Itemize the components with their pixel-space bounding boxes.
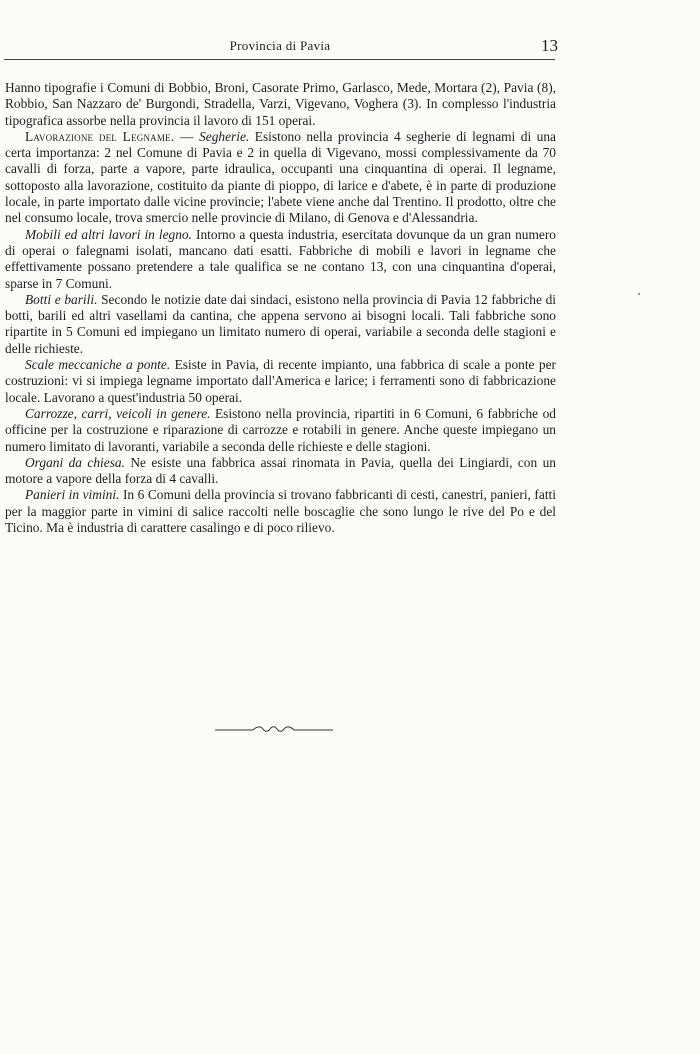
paragraph-mobili — [5, 227, 556, 292]
paragraph-lead: Botti e barili. — [25, 291, 98, 307]
paragraph-lead: Carrozze, carri, veicoli in genere. — [25, 405, 211, 421]
paragraph-carrozze — [5, 406, 556, 455]
paragraph-text: Secondo le notizie date dai sindaci, esistono nella provincia di Pavia 12 fabbriche di botti, barili ed altri vasellami da cantina, che appena servono ai bisogni locali. Tali fabbriche sono ripartite in 5 Comuni ed impiegano un limitato numero di operai, variabile a seconda delle stagioni e delle richieste. — [5, 291, 556, 356]
paragraph-lead: Segherie. — [199, 128, 250, 144]
paragraph-text: In 6 Comuni della provincia si trovano fabbricanti di cesti, canestri, panieri, fatti per la maggior parte in vimini di salice raccolti nelle boscaglie che sono lungo le rive del Po e del Ticino. Ma è industria di carattere casalingo e di poco rilievo. — [5, 487, 556, 536]
paragraph-lead: Scale meccaniche a ponte. — [25, 357, 171, 373]
paragraph-botti — [5, 292, 556, 357]
paragraph-text: Intorno a questa industria, esercitata dovunque da un gran numero di operai o falegnami isolati, mancano dati esatti. Fabbriche di mobili e lavori in legname che effettivamente possano pretendere a tale qualifica se ne contano 13, con una cinquantina d'operai, sparse in 7 Comuni. — [5, 226, 556, 291]
paragraph-scale — [5, 357, 556, 406]
paragraph-lead: Panieri in vimini. — [25, 487, 120, 503]
paper-speck — [638, 293, 640, 295]
paragraph-text: Ne esiste una fabbrica assai rinomata in Pavia, quella dei Lingiardi, con un motore a vapore della forza di 4 cavalli. — [5, 454, 556, 487]
paragraph-lead: Mobili ed altri lavori in legno. — [25, 226, 192, 242]
paragraph-text: Esistono nella provincia, ripartiti in 6 Comuni, 6 fabbriche od officine per la costruzione e riparazione di carrozze e rotabili in genere. Anche queste impiegano un numero limitato di lavoranti, variabile a seconda delle richieste e delle stagioni. — [5, 405, 556, 454]
page-header — [0, 36, 700, 60]
paragraph-segherie — [5, 129, 556, 227]
running-head: Provincia di Pavia — [229, 38, 331, 53]
paragraph-text: Esiste in Pavia, di recente impianto, una fabbrica di scale a ponte per costruzioni: vi si impiega legname importato dall'America e larice; i ferramenti sono di fabbricazione locale. Lavorano a quest'industria 50 operai. — [5, 357, 556, 405]
section-heading: Lavorazione del Legname. — — [25, 128, 194, 144]
body-text — [5, 80, 556, 536]
paragraph-organi — [5, 455, 556, 488]
end-ornament — [213, 722, 335, 736]
paragraph-panieri — [5, 487, 556, 536]
header-rule — [4, 59, 555, 60]
paragraph-tipografie — [5, 80, 556, 129]
paragraph-text: Hanno tipografie i Comuni di Bobbio, Broni, Casorate Primo, Garlasco, Mede, Mortara (2), Pavia (8), Robbio, San Nazzaro de' Burgondi, Stradella, Varzi, Vigevano, Voghera (3). In complesso l'industria tipografica assorbe nella provincia il lavoro di 151 operai. — [5, 80, 556, 128]
page-number: 13 — [541, 36, 558, 55]
paragraph-text: Esistono nella provincia 4 segherie di legnami di una certa importanza: 2 nel Comune di Pavia e 2 in quella di Vigevano, mossi complessivamente da 70 cavalli di forza, parte a vapore, parte idraulica, occupanti una cinquantina di operai. Il legname, sottoposto alla lavorazione, costituito da piante di pioppo, di larice e d'abete, è in parte di produzione locale, in parte importato dalle vicine provincie; l'abete viene anche dal Trentino. Il prodotto, oltre che nel consumo locale, trova smercio nelle provincie di Milano, di Genova e d'Alessandria. — [5, 128, 556, 226]
paragraph-lead: Organi da chiesa. — [25, 454, 125, 470]
